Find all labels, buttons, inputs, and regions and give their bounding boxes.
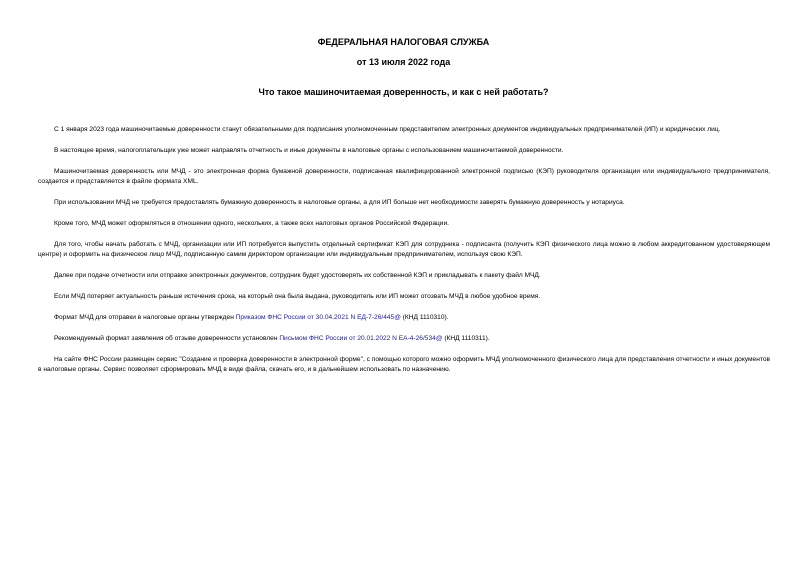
paragraph-current-usage: В настоящее время, налогоплательщик уже может направлять отчетность и иные документы в налоговые органы с использованием машиночитаемой доверенности.	[54, 147, 564, 154]
revocation-format-text-after: (КНД 1110311).	[442, 335, 490, 342]
order-link[interactable]: Приказом ФНС России от 30.04.2021 N ЕД-7-26/445@	[235, 314, 401, 321]
paragraph-scope: Кроме того, МЧД может оформляться в отношении одного, нескольких, а также всех налоговых органов Российской Федерации.	[54, 220, 449, 227]
paragraph-definition: Машиночитаемая доверенность или МЧД - это электронная форма бумажной доверенности, подписанная квалифицированной электронной подписью (КЭП) руководителя организации или индивидуального предпринимателя, создается и представляется в файле формата XML.	[38, 168, 770, 185]
format-order-text-after: (КНД 1110310).	[400, 314, 449, 321]
paragraph-revocation-format	[38, 334, 770, 344]
agency-heading: ФЕДЕРАЛЬНАЯ НАЛОГОВАЯ СЛУЖБА	[317, 37, 490, 47]
paragraph-service: На сайте ФНС России размещен сервис "Создание и проверка доверенности в электронной форме", с помощью которого можно оформить МЧД уполномоченного физического лица для представления отчетности и иных документов в налоговые органы. Сервис позволяет сформировать МЧД в виде файла, скачать его, и в дальнейшем использовать по назначению.	[38, 356, 770, 373]
paragraph-submission: Далее при подаче отчетности или отправке электронных документов, сотрудник будет удостоверять их собственной КЭП и прикладывать к пакету файл МЧД.	[54, 272, 541, 279]
revocation-format-text-before: Рекомендуемый формат заявления об отзыве доверенности установлен	[54, 335, 280, 342]
paragraph-revocation: Если МЧД потеряет актуальность раньше истечения срока, на который она была выдана, руководитель или ИП может отозвать МЧД в любое удобное время.	[54, 293, 541, 300]
document-body	[38, 125, 770, 386]
paragraph-getting-started: Для того, чтобы начать работать с МЧД, организации или ИП потребуется выпустить отдельный сертификат КЭП для сотрудника - подписанта (получить КЭП физического лица можно в любом аккредитованном удостоверяющем центре) и оформить на физическое лицо МЧД, подписанную самим директором организации или индивидуальным предпринимателем, используя свою КЭП.	[38, 241, 770, 258]
document-date: от 13 июля 2022 года	[356, 57, 451, 67]
paragraph-format-order	[38, 313, 770, 323]
format-order-text-before: Формат МЧД для отправки в налоговые органы утвержден	[54, 314, 236, 321]
letter-link[interactable]: Письмом ФНС России от 20.01.2022 N ЕА-4-26/534@	[279, 335, 443, 342]
paragraph-mandatory-date: С 1 января 2023 года машиночитаемые доверенности станут обязательными для подписания уполномоченным представителем электронных документов индивидуальных предпринимателей (ИП) и юридических лиц.	[54, 126, 721, 133]
document-title: Что такое машиночитаемая доверенность, и как с ней работать?	[258, 87, 549, 97]
paragraph-no-paper: При использовании МЧД не требуется предоставлять бумажную доверенность в налоговые органы, а для ИП больше нет необходимости заверять бумажную доверенность у нотариуса.	[54, 199, 625, 206]
